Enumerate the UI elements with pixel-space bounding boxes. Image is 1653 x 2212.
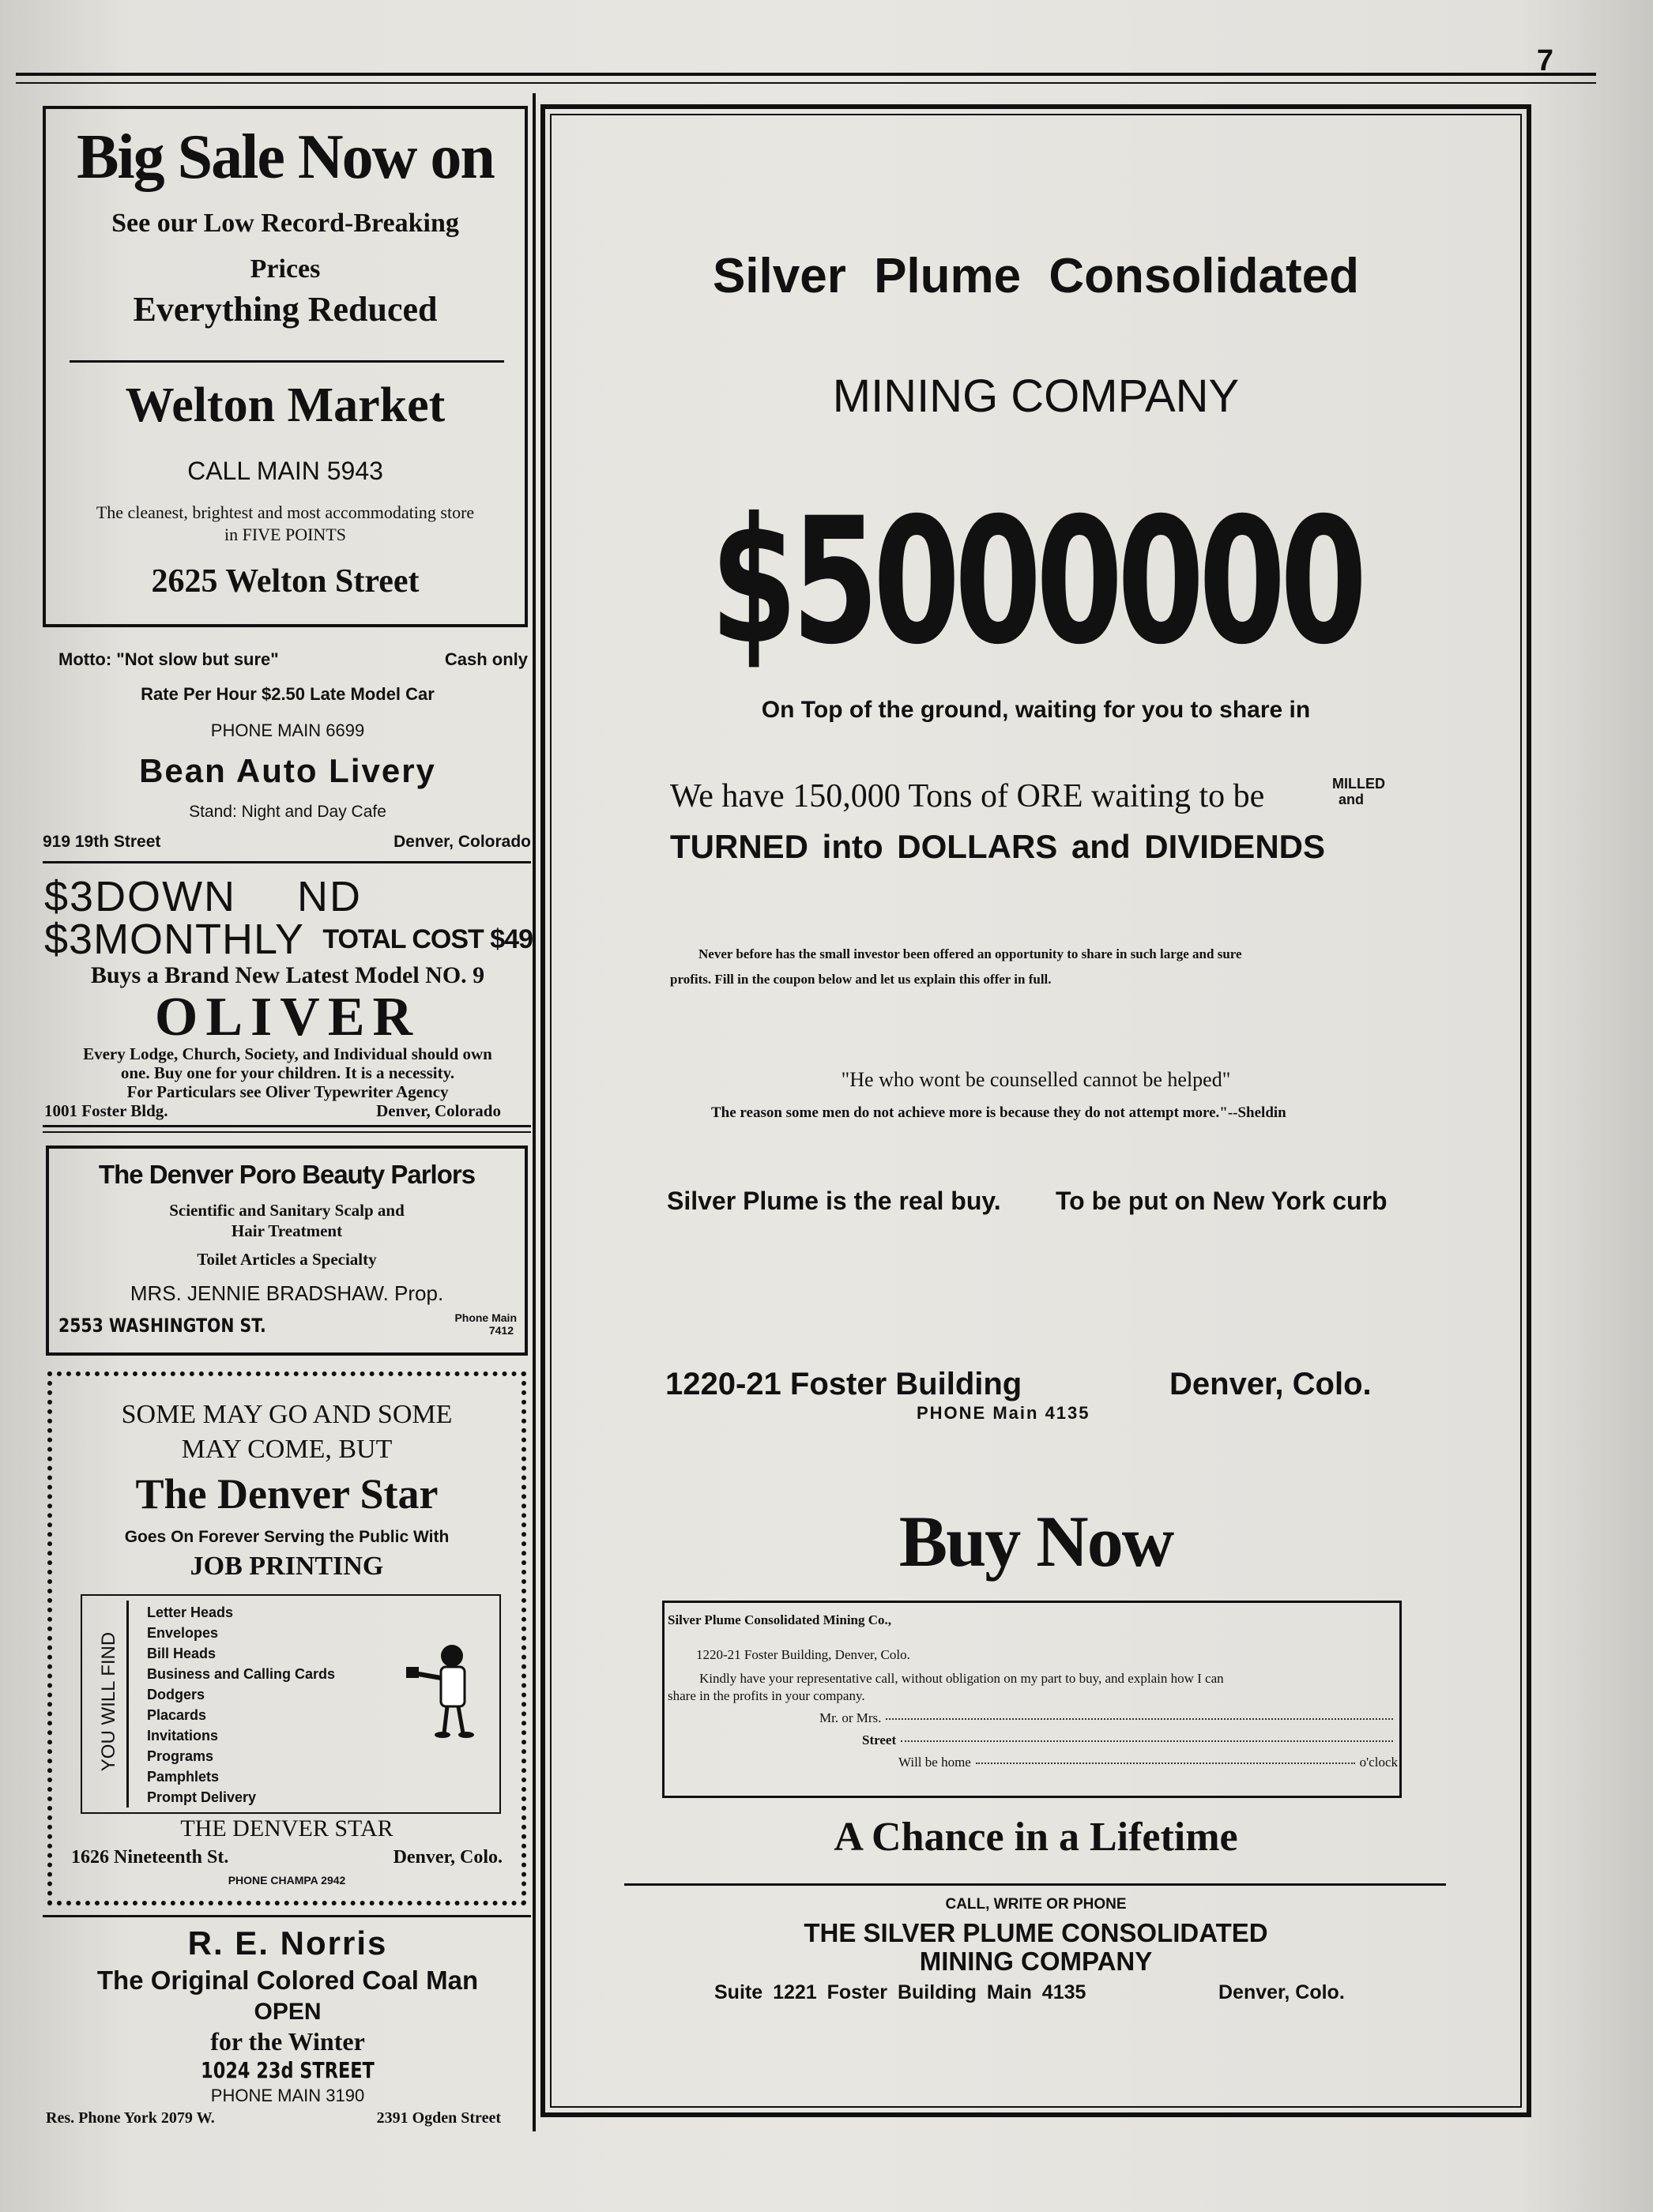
star-name: The Denver Star (135, 1470, 439, 1518)
oliver-monthly: $3MONTHLY (44, 916, 305, 963)
silver-quote2: The reason some men do not achieve more is because they do not attempt more."--Sheldin (711, 1104, 1286, 1121)
poro-phone2: 7412 (488, 1324, 514, 1337)
bean-rate: Rate Per Hour $2.50 Late Model Car (141, 684, 435, 704)
welton-phone: CALL MAIN 5943 (187, 457, 383, 485)
poro-address: 2553 WASHINGTON ST. (58, 1315, 266, 1337)
star-side-rule (126, 1601, 129, 1808)
oliver-addr: 1001 Foster Bldg. (44, 1101, 168, 1120)
oliver-body3: For Particulars see Oliver Typewriter Agency (126, 1082, 449, 1101)
star-item: Bill Heads (147, 1646, 217, 1661)
norris-open: OPEN (254, 1999, 322, 2025)
star-item: Envelopes (147, 1625, 219, 1641)
star-item: Invitations (147, 1728, 219, 1744)
silver-plume-ad (540, 104, 1531, 2117)
coupon-body2: share in the profits in your company. (668, 1688, 865, 1703)
bean-rule (43, 861, 531, 863)
star-item: Dodgers (147, 1687, 205, 1702)
star-phone: PHONE CHAMPA 2942 (228, 1874, 346, 1887)
silver-city2: Denver, Colo. (1218, 1981, 1345, 2003)
coupon-row-home (898, 1755, 1398, 1770)
silver-co1: THE SILVER PLUME CONSOLIDATED (804, 1918, 1268, 1947)
oliver-name: OLIVER (154, 987, 421, 1048)
silver-city: Denver, Colo. (1169, 1367, 1372, 1401)
coupon-oclock-label: o'clock (1359, 1755, 1398, 1770)
norris-tag: The Original Colored Coal Man (96, 1966, 479, 1995)
bean-cash: Cash only (444, 649, 528, 669)
star-job: JOB PRINTING (190, 1552, 384, 1581)
welton-headline: Big Sale Now on (77, 122, 494, 192)
oliver-rule (43, 1125, 531, 1127)
silver-curb: To be put on New York curb (1056, 1187, 1388, 1215)
star-item: Business and Calling Cards (147, 1666, 336, 1682)
top-rule (16, 73, 1596, 76)
silver-buy-now: Buy Now (898, 1501, 1173, 1582)
coupon-head: Silver Plume Consolidated Mining Co., (668, 1612, 892, 1627)
bean-phone: PHONE MAIN 6699 (210, 720, 365, 740)
coupon-street-field[interactable] (901, 1740, 1393, 1742)
star-item: Pamphlets (147, 1769, 220, 1785)
bean-city: Denver, Colorado (393, 833, 531, 851)
coupon-form (662, 1601, 1402, 1798)
page-number: 7 (1536, 44, 1553, 77)
oliver-total: TOTAL COST $49 (322, 924, 533, 954)
star-line2: MAY COME, BUT (181, 1435, 393, 1464)
silver-ore-text: We have 150,000 Tons of ORE waiting to be (670, 778, 1265, 814)
star-addr: 1626 Nineteenth St. (71, 1847, 229, 1868)
silver-quote: "He who wont be counselled cannot be helped" (841, 1068, 1231, 1091)
norris-ad (43, 1924, 533, 2130)
welton-desc1: The cleanest, brightest and most accommodating store (96, 502, 475, 522)
silver-tagline: On Top of the ground, waiting for you to share in (761, 697, 1311, 723)
coupon-home-label: Will be home (898, 1755, 971, 1770)
star-city: Denver, Colo. (393, 1847, 503, 1868)
coupon-street-label: Street (862, 1732, 897, 1747)
silver-title: Silver Plume Consolidated (712, 249, 1360, 303)
star-item: Prompt Delivery (147, 1789, 257, 1805)
norris-phone: PHONE MAIN 3190 (210, 2086, 365, 2105)
coupon-home-field[interactable] (976, 1762, 1355, 1764)
poro-phone1: Phone Main (454, 1311, 517, 1324)
silver-ore (670, 776, 1385, 815)
star-item: Letter Heads (147, 1604, 234, 1620)
norris-name: R. E. Norris (187, 1924, 388, 1962)
bean-motto: Motto: "Not slow but sure" (58, 649, 279, 669)
bean-auto-ad (43, 637, 533, 858)
coupon-mr-label: Mr. or Mrs. (819, 1710, 882, 1725)
welton-divider (70, 360, 504, 363)
norris-winter: for the Winter (210, 2027, 365, 2056)
silver-small2: profits. Fill in the coupon below and let us explain this offer in full. (670, 972, 1052, 987)
printer-figure-icon (406, 1638, 485, 1741)
silver-ore-milled: MILLED (1332, 776, 1385, 792)
column-divider (533, 93, 536, 2131)
poro-prop: MRS. JENNIE BRADSHAW. Prop. (130, 1281, 444, 1305)
top-rule-thin (16, 82, 1596, 84)
welton-name: Welton Market (125, 378, 446, 432)
welton-line1: See our Low Record-Breaking (111, 209, 459, 238)
poro-line1: Scientific and Sanitary Scalp and (169, 1201, 405, 1220)
oliver-down: $3DOWN ND (44, 873, 363, 920)
silver-amount: $5000000 (710, 480, 1362, 683)
coupon-addr: 1220-21 Foster Building, Denver, Colo. (696, 1647, 910, 1662)
welton-line2: Prices (250, 254, 321, 284)
star-sig: THE DENVER STAR (180, 1815, 393, 1841)
oliver-buys: Buys a Brand New Latest Model NO. 9 (90, 962, 485, 988)
star-line1: SOME MAY GO AND SOME (121, 1400, 453, 1429)
silver-call: CALL, WRITE OR PHONE (945, 1896, 1127, 1913)
bean-street: 919 19th Street (43, 833, 161, 851)
oliver-city: Denver, Colorado (376, 1101, 501, 1120)
oliver-body2: one. Buy one for your children. It is a necessity. (120, 1063, 455, 1082)
star-rule (43, 1915, 531, 1917)
welton-market-ad (43, 106, 528, 627)
silver-turned: TURNED into DOLLARS and DIVIDENDS (670, 828, 1325, 865)
silver-subtitle: MINING COMPANY (832, 371, 1240, 422)
poro-line3: Toilet Articles a Specialty (197, 1250, 377, 1269)
oliver-body1: Every Lodge, Church, Society, and Individual should own (83, 1044, 492, 1063)
silver-phone: PHONE Main 4135 (917, 1403, 1090, 1423)
silver-chance: A Chance in a Lifetime (834, 1815, 1238, 1860)
coupon-name-field[interactable] (886, 1718, 1393, 1720)
coupon-row-street (862, 1732, 1398, 1748)
silver-small1: Never before has the small investor been offered an opportunity to share in such large and sure (698, 946, 1242, 961)
coupon-body1: Kindly have your representative call, without obligation on my part to buy, and explain how I can (699, 1671, 1224, 1686)
bean-name: Bean Auto Livery (139, 752, 436, 789)
norris-res2: 2391 Ogden Street (376, 2109, 501, 2127)
star-inner-box (81, 1594, 501, 1814)
welton-line3: Everything Reduced (133, 290, 438, 329)
star-item: Placards (147, 1707, 207, 1723)
star-side-label: YOU WILL FIND (98, 1631, 119, 1772)
oliver-ad (43, 872, 533, 1133)
poro-name: The Denver Poro Beauty Parlors (98, 1160, 476, 1189)
oliver-rule2 (43, 1131, 531, 1133)
silver-suite: Suite 1221 Foster Building Main 4135 (714, 1981, 1086, 2003)
welton-desc2: in FIVE POINTS (224, 525, 346, 544)
silver-bottom-rule (624, 1883, 1446, 1886)
norris-res: Res. Phone York 2079 W. (46, 2109, 215, 2127)
bean-stand: Stand: Night and Day Cafe (189, 803, 386, 821)
silver-building: 1220-21 Foster Building (665, 1367, 1022, 1401)
star-item-list (147, 1602, 335, 1808)
poro-line2: Hair Treatment (231, 1221, 343, 1240)
silver-realbuy: Silver Plume is the real buy. (667, 1187, 1001, 1215)
silver-co2: MINING COMPANY (919, 1947, 1153, 1976)
welton-address: 2625 Welton Street (151, 563, 420, 600)
poro-beauty-ad (46, 1146, 528, 1356)
coupon-row-name (819, 1710, 1398, 1726)
star-line3: Goes On Forever Serving the Public With (124, 1528, 450, 1546)
denver-star-ad (47, 1371, 526, 1905)
star-item: Programs (147, 1748, 214, 1764)
silver-ore-and: and (1339, 792, 1365, 807)
norris-street: 1024 23d STREET (201, 2057, 375, 2083)
